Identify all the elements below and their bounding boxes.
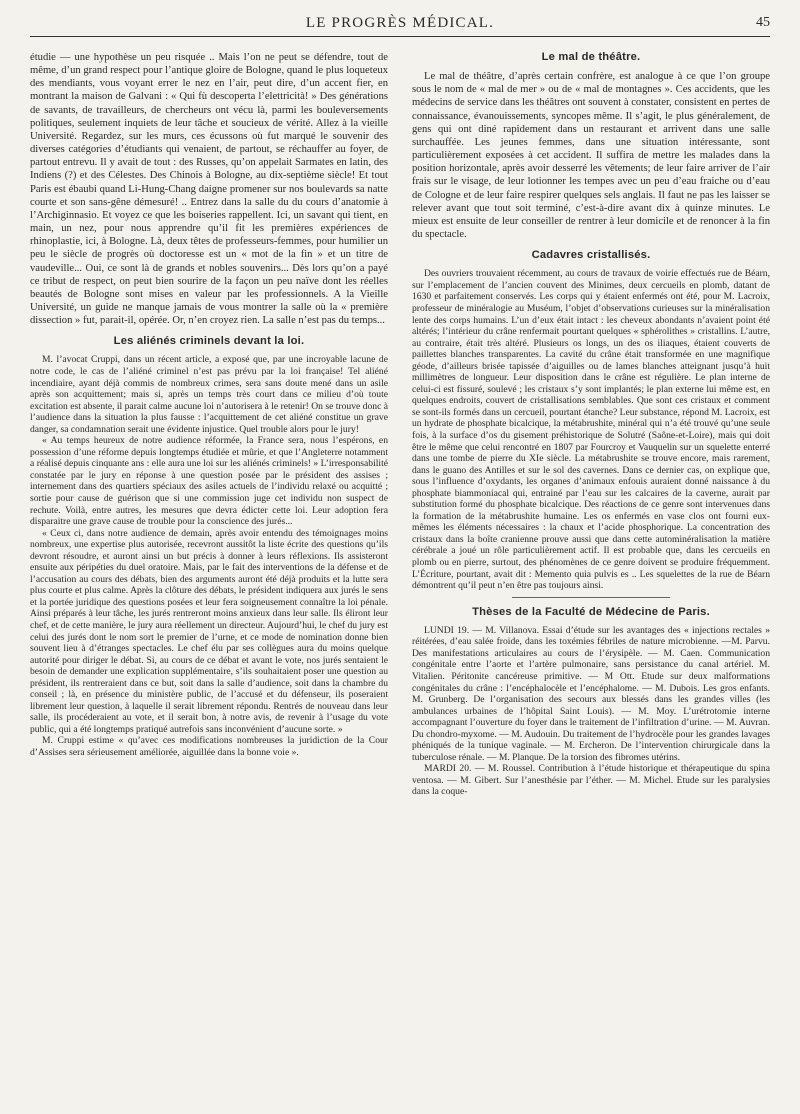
alienes-paragraph: « Ceux ci, dans notre audience de demain, après avoir entendu des témoignages moins nombreux, une expertise plus autorisée, recevront aussitôt la liste écrite des questions qu’ils devront résoudre, et auront ainsi un but précis à donner à leurs réflexions. Ils assisteront ensuite aux péripéties du duel oratoire. Mais, par le fait des interventions de la défense et de l’accusation au cours des débats, bien des arguments auront été déjà produits et la lutte sera plus courte et plus calme. Après la clôture des débats, le président indiquera aux jurés le sens et la portée juridique des questions posées et leur fera soigneusement connaître la loi pénale. Ainsi préparés à leur tâche, les jurés rentreront moins anxieux dans leur salle. Ils éliront leur chef, et de cette manière, le jury aura réellement un directeur. Aujourd’hui, le chef du jury est celui des jurés dont le nom sort le premier de l’urne, et ce mode de nomination donne bien souvent lieu à d’étranges spectacles. Le chef élu par ses collègues aura du moins quelque autorité pour diriger le débat. Si, au cours de ce débat et avant le vote, nos jurés sentaient le besoin de demander une explication supplémentaire, s’ils souhaitaient poser une question au président, ils rentreraient dans ce but, soit dans la salle d’audience, soit dans la chambre du conseil ; là, en présence du ministère public, de l’accusé et du défenseur, ils poseraient librement leur question, à laquelle il serait librement répondu. Rentrés de nouveau dans leur salle, ils procéderaient au vote, et il serait bon, à notre avis, de revenir à l’usage du vote public, qui a été longtemps pratiqué autrefois sans inconvénient d’aucune sorte. » [30, 527, 389, 735]
alienes-paragraph: M. l’avocat Cruppi, dans un récent article, a exposé que, par une incroyable lacune de notre code, le cas de l’aliéné criminel n’est pas prévu par la loi française! Tel aliéné incendiaire, ayant déjà commis de nombreux crimes, sera sans doute mené dans un asile après son acquittement; mais si, après un temps très court dans ce milieu d’où toute excitation est absente, il parait calme aucune loi n’autorisera à le retenir! On se trouve donc à l’audience dans la situation la plus fausse : l’acquittement de cet aliéné constitue un grave danger, sa condamnation serait une évidente injustice. Quel trouble alors pour le jury! [30, 354, 388, 435]
article-heading-cadavres: Cadavres cristallisés. [531, 249, 651, 262]
left-column [30, 51, 388, 798]
theses-mardi-paragraph: MARDI 20. — M. Roussel. Contribution à l’étude historique et thérapeutique du spina ventosa. — M. Gibert. Sur l’anesthésie par l’éther. — M. Michel. Etude sur les paralysies dans la coque- [412, 763, 770, 798]
theses-lundi-paragraph: LUNDI 19. — M. Villanova. Essai d’étude sur les avantages des « injections rectales » réitérées, d’eau salée froide, dans les toxémies fébriles de nature microbienne. —M. Parvu. Des manifestations articulaires au cours de l’érysipèle. — M. Caen. Communication congénitale entre l’aorte et l’artère pulmonaire, sans persistance du canal artériel. M. Vitalien. Péritonite cancéreuse primitive. — M Ott. Etude sur deux malformations congénitales du crâne : l’encéphalocèle et l’encéphalome. — M. Dubois. Les gros enfants. M. Grunberg. De l’organisation des secours aux blessés dans les grandes villes (les ambulances urbaines de l’hôpital Saint Louis). — M. Moy. L’urétrotomie interne accompagnant l’ouverture du foyer dans le traitement de l’infiltration d’urine. — M. Auvran. Du chondro-myxome. — M. Audouin. Du traitement de l’hydrocèle pour les grandes lavages phéniqués de la tunique vaginale. — M. Ercheron. De l’intervention chirurgicale dans la tuberculose rénale. — M. Planque. De la torsion des fibromes utérins. [412, 624, 770, 763]
alienes-paragraph: « Au temps heureux de notre audience réformée, la France sera, nous l’espérons, en possession d’une réforme depuis longtemps étudiée et mûrie, et que l’Angleterre notamment a réalisé depuis cinquante ans : elle aura une loi sur les aliénés criminels! » L’irresponsabilité constatée par le jury en réponse à une question posée par le président des assises ; internement dans des quartiers spéciaux des asiles actuels de l’individu relaxé ou acquitté ; sortie pour cause de guérison que si une commission juge cet individu non suspect de rechute. Voilà, entre autres, les mesures que devra édicter cette loi. Leur adoption fera disparaitre une grave cause de trouble pour la conscience des jurés... [30, 435, 388, 528]
page-number: 45 [756, 15, 770, 30]
article-heading-alienes: Les aliénés criminels devant la loi. [113, 335, 305, 348]
mal-de-theatre-paragraph: Le mal de théâtre, d’après certain confrère, est analogue à ce que l’on groupe sous le nom de « mal de mer » ou de « mal de montagnes ». Ces accidents, que les médecins de service dans les théâtres ont souvent à constater, consistent en pertes de connaissance, évanouissements, syncopes même. Il s’agit, le plus généralement, de gens qui ont diné rapidement dans un restaurant et arrivent dans une salle surchauffée. Les jeunes femmes, dans une situation intéressante, sont particulièrement exposées à cet accident. Il suffira de mettre les malades dans la position horizontale, après avoir desserré les vêtements; de leur faire arriver de l’air frais sur le visage, de leur lotionner les tempes avec un peu d’eau fraiche ou d’eau de Cologne et de leur faire respirer quelques sels anglais. Il faut ne pas les laisser se relever avant que tout soit terminé, c’est-à-dire avant dix à quinze minutes. Le mieux est ensuite de leur conseiller de rentrer à leur domicile et de renoncer à la fin du spectacle. [412, 71, 770, 241]
cadavres-paragraph: Des ouvriers trouvaient récemment, au cours de travaux de voirie effectués rue de Béarn, sur l’emplacement de l’ancien couvent des Minimes, deux cercueils en plomb, datant de 1630 et parfaitement conservés. Les corps qui y étaient enfermés ont été, pour M. Lacroix, professeur de minéralogie au Muséum, l’objet d’observations curieuses sur la minéralisation lente des corps humains. L’un d’eux était intact : les cheveux abondants n’avaient point été altérés; l’intérieur du crâne renfermait pourtant quelques « sphérolithes » cristallins. L’autre, au contraire, était très altéré. Plusieurs os longs, un des os iliaques, étaient couverts de paillettes blanches transparentes. La cavité du crâne était transformée en une magnifique géode, d’ailleurs brisée tapissée d’aiguilles ou de lames blanches atteignant jusqu’à huit millimètres de longueur. Leur disposition dans le crâne est régulière. Le plan interne de celui-ci est fissuré, soulevé ; les cristaux s’y sont implantés; le plan externe lui même est, en quelques endroits, couvert de cristallisations semblables. Que sont ces cristaux et comment se sont-ils formés dans un cercueil, pourtant étanche? Leur substance, répond M. Lacroix, est un hydrate de phosphate bicalcique, la métabrushite, minéral qui n’a été trouvé qu’une seule fois, à la surface d’os du gisement préhistorique de Solutré (Saône-et-Loire), mais qui doit être le même que celui rencontré en 1807 par Fourcroy et Vauquelin sur un squelette enterré dans une tombe de pierre du XIe siècle. La métabrushite se trouve encore, mais rarement, dans le guano des Antilles et sur le sol des cavernes. Dans ce dernier cas, on explique que, sous l’influence d’oxydants, les organes d’animaux enfouis auraient donné naissance à du phosphate biammoniacal qui, entrainé par l’eau sur les calcaires de la caverne, aurait par substitution formé du phosphate bicalcique. Des réactions de ce genre sont intervenues dans la formation de la métabrushite humaine. Les os enfermés en vase clos ont fourni eux-mêmes les éléments nécessaires : la chaux et l’acide phosphorique. La concentration des cristaux dans la boîte cranienne prouve aussi que dans cette autominéralisation la matière cérébrale a joué un rôle particulièrement actif. Il est probable que, dans les cercueils en plomb ou en pierre, surtout, des phénomènes de ce genre doivent se produire fréquemment. L’Écriture, pourtant, avait dit : Memento quia pulvis es .. Les squelettes de la rue de Béarn démontrent qu’il peut n’en être pas toujours ainsi. [412, 268, 770, 592]
article-heading-theses: Thèses de la Faculté de Médecine de Paris. [472, 605, 710, 618]
section-divider [512, 597, 670, 598]
article-heading-mal-de-theatre: Le mal de théâtre. [541, 51, 641, 63]
bologne-article-continuation: étudie — une hypothèse un peu risquée .. Mais l’on ne peut se défendre, tout de même, d’un grand respect pour l’antique gloire de Bologne, quand le plus loqueteux des mendiants, vous voyant errer le nez en l’air, peut dire, d’un accent fier, en montrant la maison de Galvani : « Qui fù descoperta l’elettricità! » Des générations de savants, de travailleurs, de chercheurs ont vécu là, parmi les bouleversements politiques, seulement inquiets de leur tâche et soucieux de vérité. Allez à la vieille Université. Regardez, sur les murs, ces écussons où fut marqué le souvenir des diverses catégories d’étudiants qui venaient, de partout, se réchauffer au foyer, de partout entrevu. Il y avait de tout : des Russes, qu’on appelait Sarmates en latin, des Indiens (?) et des Célestes. Des Chinois à Bologne, au dix-septième siècle! Et tout Paris est ébaubi quand Li-Hung-Chang daigne promener sur nos boulevards sa natte courte et son sans-gêne démesuré! .. Entrez dans la salle du du cours d’anatomie à l’Archiginnasio. Et voyez ce que les boiseries rappellent. Ici, un savant qui tient, en main, un nez, pour nous apprendre qu’il fit les premières expériences de rhinoplastie, ici, à Bologne. Là, deux têtes de professeurs-femmes, pour humilier un peu le siècle de progrès où doctoresse est un « mot de la fin » et un titre de vaudeville... Oui, ce sont là de grands et nobles souvenirs... Dès lors qu’on a payé ce tribut de respect, on peut bien sourire de la façon un peu naïve dont les réelles beautés de Bologne sont mises en valeur par les professionnels. A la Vieille Université, un guide ne manque jamais de vous montrer la salle où la « première dissection » fut, parait-il, opérée. Or, n’en croyez rien. La salle n’est pas du temps... [30, 52, 388, 327]
journal-title: LE PROGRÈS MÉDICAL. [305, 15, 495, 31]
alienes-paragraph: M. Cruppi estime « qu’avec ces modifications nombreuses la juridiction de la Cour d’Assises sera sérieusement améliorée, aiguillée dans la bonne voie ». [30, 735, 388, 759]
two-column-body [30, 51, 770, 798]
page-header [30, 12, 770, 37]
right-column [412, 51, 770, 798]
